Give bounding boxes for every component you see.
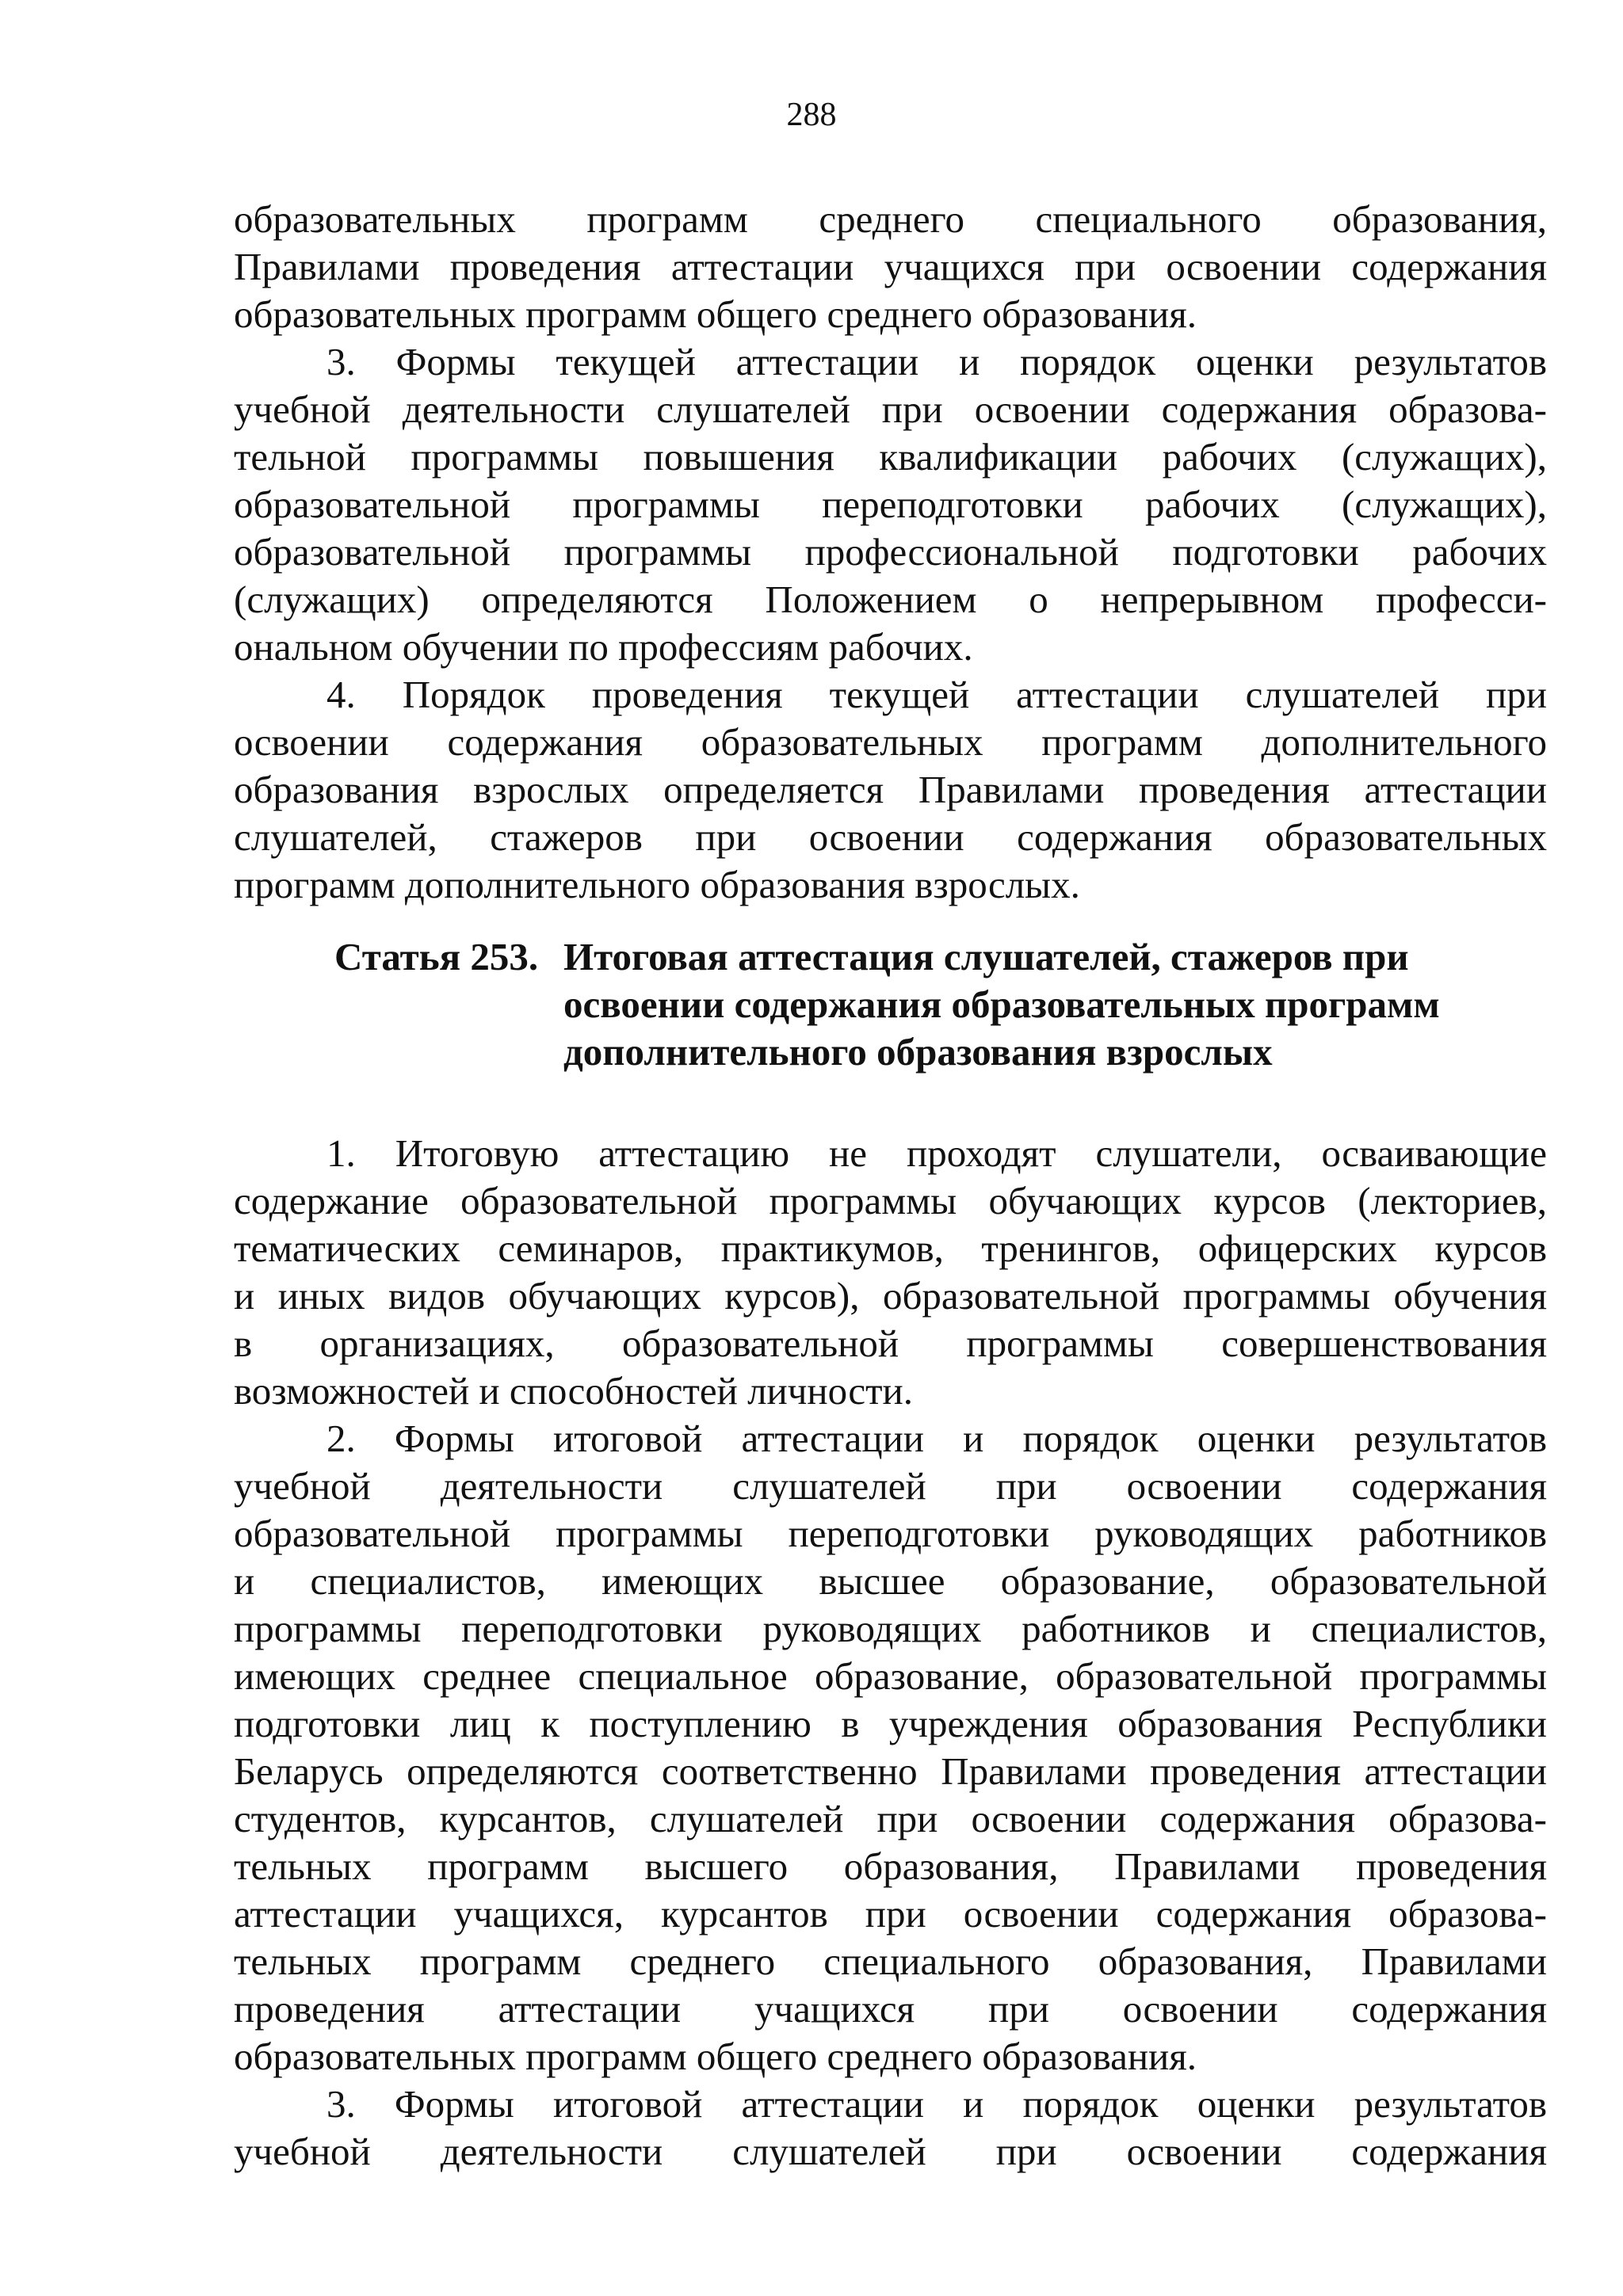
text-line: 4. Порядок проведения текущей аттестации слушателей при bbox=[327, 673, 1547, 716]
text-line: 2. Формы итоговой аттестации и порядок оценки результатов bbox=[327, 1417, 1547, 1460]
text-line: 3. Формы текущей аттестации и порядок оценки результатов bbox=[327, 340, 1547, 383]
article-title-line: Итоговая аттестация слушателей, стажеров при bbox=[563, 935, 1409, 978]
text-line: образовательных программ общего среднего образования. bbox=[234, 2035, 1197, 2078]
text-line: слушателей, стажеров при освоении содержания образовательных bbox=[234, 815, 1547, 859]
text-line: образовательных программ общего среднего образования. bbox=[234, 292, 1197, 336]
text-line: 3. Формы итоговой аттестации и порядок оценки результатов bbox=[327, 2082, 1547, 2126]
text-line: (служащих) определяются Положением о непрерывном професси- bbox=[234, 578, 1547, 621]
page-number: 288 bbox=[786, 97, 837, 133]
text-line: в организациях, образовательной программы совершенствования bbox=[234, 1322, 1547, 1365]
text-line: тельных программ среднего специального образования, Правилами bbox=[234, 1939, 1547, 1983]
text-line: освоении содержания образовательных программ дополнительного bbox=[234, 720, 1547, 764]
text-line: образовательной программы профессиональной подготовки рабочих bbox=[234, 530, 1547, 574]
text-line: Правилами проведения аттестации учащихся при освоении содержания bbox=[234, 245, 1547, 288]
text-line: и иных видов обучающих курсов), образовательной программы обучения bbox=[234, 1274, 1547, 1318]
text-line: 1. Итоговую аттестацию не проходят слушатели, осваивающие bbox=[327, 1131, 1547, 1175]
text-line: аттестации учащихся, курсантов при освоении содержания образова- bbox=[234, 1892, 1547, 1936]
text-line: образовательных программ среднего специального образования, bbox=[234, 197, 1547, 241]
text-line: образовательной программы переподготовки рабочих (служащих), bbox=[234, 482, 1547, 526]
text-line: возможностей и способностей личности. bbox=[234, 1369, 913, 1413]
text-line: Беларусь определяются соответственно Правилами проведения аттестации bbox=[234, 1749, 1547, 1793]
text-line: содержание образовательной программы обучающих курсов (лекториев, bbox=[234, 1179, 1547, 1222]
text-line: ональном обучении по профессиям рабочих. bbox=[234, 625, 973, 669]
text-line: тематических семинаров, практикумов, тренингов, офицерских курсов bbox=[234, 1226, 1547, 1270]
text-line: имеющих среднее специальное образование, образовательной программы bbox=[234, 1654, 1547, 1698]
text-line: учебной деятельности слушателей при освоении содержания образова- bbox=[234, 387, 1547, 431]
text-line: студентов, курсантов, слушателей при освоении содержания образова- bbox=[234, 1797, 1547, 1840]
text-line: тельной программы повышения квалификации рабочих (служащих), bbox=[234, 435, 1547, 479]
text-line: учебной деятельности слушателей при освоении содержания bbox=[234, 1464, 1547, 1508]
text-line: образовательной программы переподготовки руководящих работников bbox=[234, 1512, 1547, 1555]
text-line: образования взрослых определяется Правилами проведения аттестации bbox=[234, 768, 1547, 811]
text-line: подготовки лиц к поступлению в учреждения образования Республики bbox=[234, 1702, 1547, 1745]
article-title-line: освоении содержания образовательных программ bbox=[563, 982, 1440, 1026]
article-label: Статья 253. bbox=[334, 935, 539, 978]
text-line: программ дополнительного образования взрослых. bbox=[234, 863, 1080, 906]
article-title-line: дополнительного образования взрослых bbox=[563, 1030, 1273, 1074]
text-line: проведения аттестации учащихся при освоении содержания bbox=[234, 1987, 1547, 2031]
text-line: учебной деятельности слушателей при освоении содержания bbox=[234, 2130, 1547, 2173]
text-line: тельных программ высшего образования, Правилами проведения bbox=[234, 1844, 1547, 1888]
text-line: программы переподготовки руководящих работников и специалистов, bbox=[234, 1607, 1547, 1650]
text-line: и специалистов, имеющих высшее образование, образовательной bbox=[234, 1559, 1547, 1603]
